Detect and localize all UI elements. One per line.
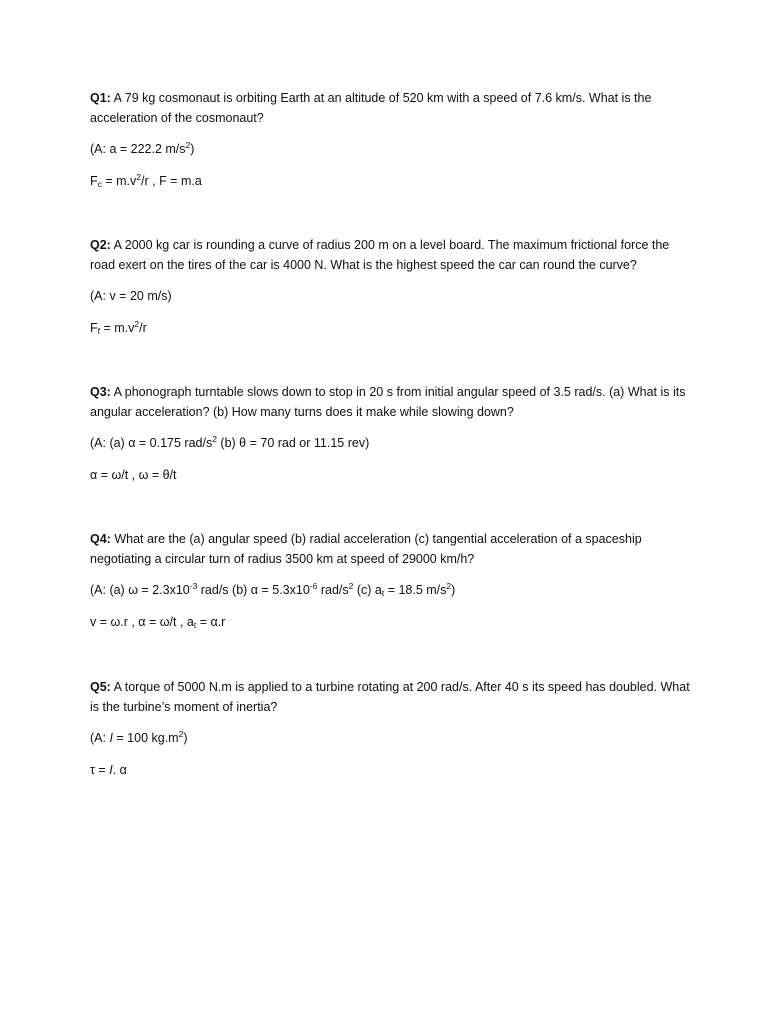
formula-text: = α.r <box>196 615 226 629</box>
question-body: A torque of 5000 N.m is applied to a turbine rotating at 200 rad/s. After 40 s its speed has doubled. What is the turbine’s moment of inertia? <box>90 680 690 714</box>
question-5 <box>90 677 690 780</box>
question-2 <box>90 235 690 338</box>
answer-text: (c) a <box>353 583 382 597</box>
answer-text: (b) θ = 70 rad or 11.15 rev) <box>216 436 370 450</box>
question-4 <box>90 529 690 632</box>
answer-line <box>90 433 690 453</box>
answer-line <box>90 139 690 159</box>
inertia-symbol: I <box>109 731 113 745</box>
superscript: 2 <box>185 140 191 150</box>
question-1 <box>90 88 690 191</box>
question-body: A phonograph turntable slows down to stop in 20 s from initial angular speed of 3.5 rad/s. (a) What is its angular acceleration? (b) How many turns does it make while slowing down? <box>90 385 686 419</box>
inertia-symbol: I <box>109 763 113 777</box>
question-text <box>90 235 690 275</box>
question-body: A 2000 kg car is rounding a curve of radius 200 m on a level board. The maximum frictional force the road exert on the tires of the car is 4000 N. What is the highest speed the car can round the curve? <box>90 238 670 272</box>
answer-text: (A: (a) α = 0.175 rad/s <box>90 436 213 450</box>
question-label: Q3: <box>90 385 111 399</box>
answer-text: ) <box>190 142 195 156</box>
formula-text: τ = <box>90 763 110 777</box>
superscript: -6 <box>309 581 318 591</box>
subscript: t <box>381 588 385 598</box>
superscript: 2 <box>348 581 354 591</box>
answer-text: = 18.5 m/s <box>384 583 447 597</box>
answer-line <box>90 728 690 748</box>
superscript: 2 <box>178 729 184 739</box>
subscript: t <box>193 620 197 630</box>
formula-text: F <box>90 174 98 188</box>
question-label: Q5: <box>90 680 111 694</box>
formula-line <box>90 612 690 632</box>
question-body: A 79 kg cosmonaut is orbiting Earth at an altitude of 520 km with a speed of 7.6 km/s. What is the acceleration of the cosmonaut? <box>90 91 652 125</box>
formula-line <box>90 465 690 485</box>
superscript: 2 <box>446 581 452 591</box>
subscript: c <box>97 179 102 189</box>
answer-text: rad/s <box>317 583 349 597</box>
formula-text: F <box>90 321 98 335</box>
answer-line <box>90 286 690 306</box>
answer-text: (A: a = 222.2 m/s <box>90 142 186 156</box>
answer-text: = 100 kg.m <box>112 731 179 745</box>
answer-text: ) <box>451 583 456 597</box>
question-label: Q4: <box>90 532 111 546</box>
question-text <box>90 88 690 128</box>
superscript: -3 <box>189 581 198 591</box>
formula-line <box>90 171 690 191</box>
question-3 <box>90 382 690 485</box>
formula-line <box>90 318 690 338</box>
superscript: 2 <box>212 434 217 444</box>
question-body: What are the (a) angular speed (b) radial acceleration (c) tangential acceleration of a spaceship negotiating a circular turn of radius 3500 km at speed of 29000 km/h? <box>90 532 642 566</box>
formula-text: = m.v <box>101 174 137 188</box>
answer-line <box>90 580 690 600</box>
question-text <box>90 529 690 569</box>
answer-text: (A: v = 20 m/s) <box>90 289 172 303</box>
answer-text: ) <box>183 731 188 745</box>
formula-text: /r , F = m.a <box>141 174 202 188</box>
formula-line <box>90 760 690 780</box>
question-text <box>90 382 690 422</box>
answer-text: (A: (a) ω = 2.3x10 <box>90 583 190 597</box>
question-text <box>90 677 690 717</box>
formula-text: v = ω.r , α = ω/t , a <box>90 615 194 629</box>
subscript: f <box>97 326 101 336</box>
formula-text: α = ω/t , ω = θ/t <box>90 468 177 482</box>
formula-text: . α <box>112 763 127 777</box>
superscript: 2 <box>134 319 140 329</box>
formula-text: = m.v <box>100 321 135 335</box>
formula-text: /r <box>139 321 147 335</box>
superscript: 2 <box>136 172 142 182</box>
question-label: Q2: <box>90 238 111 252</box>
question-label: Q1: <box>90 91 111 105</box>
answer-text: (A: <box>90 731 110 745</box>
answer-text: rad/s (b) α = 5.3x10 <box>197 583 310 597</box>
